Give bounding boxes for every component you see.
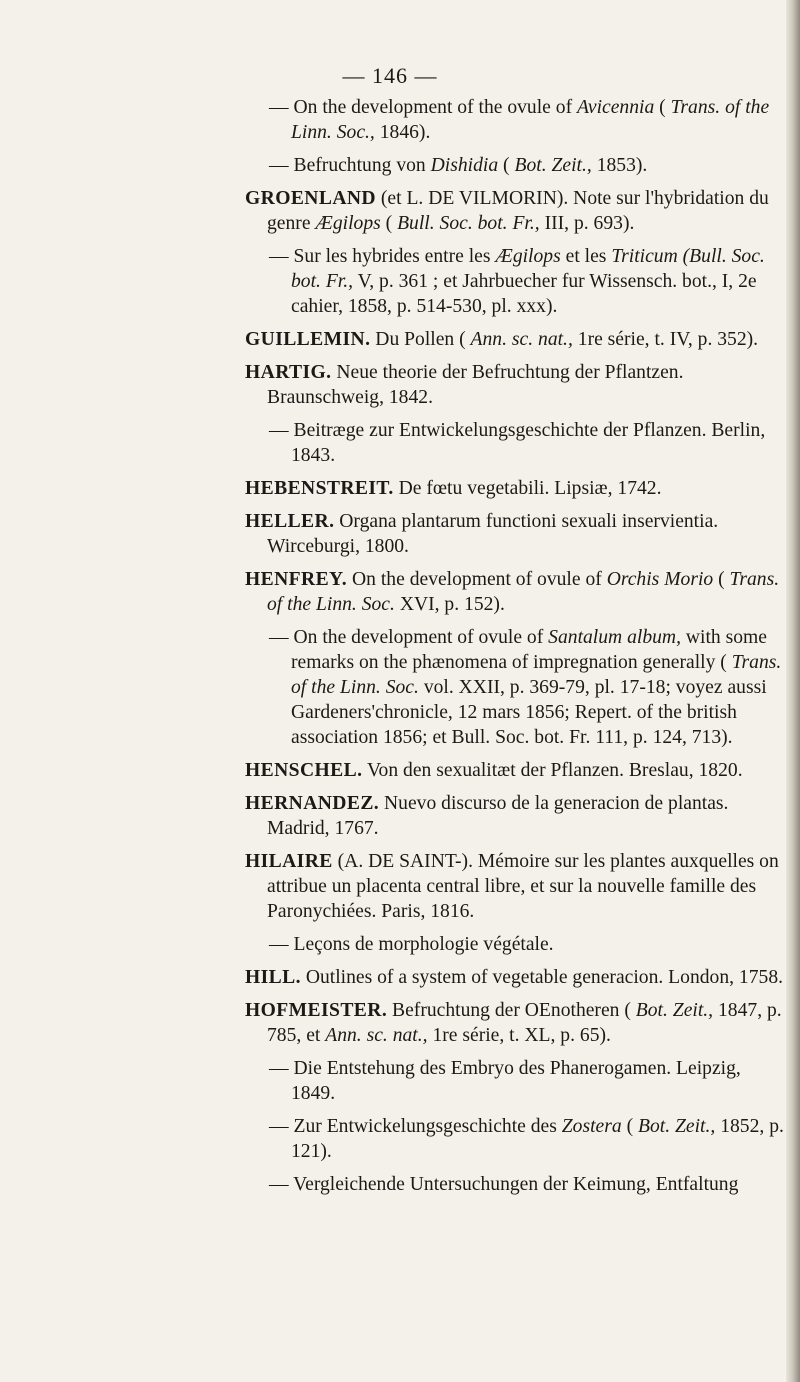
page-number: — 146 — bbox=[342, 63, 438, 88]
bib-entry bbox=[245, 153, 785, 178]
bib-entry bbox=[245, 476, 785, 501]
entry-title: Outlines of a system of vegetable generacion. London, 1758. bbox=[305, 967, 784, 988]
entry-title: Organa plantarum functioni sexuali inservientia. Wirceburgi, 1800. bbox=[267, 511, 719, 557]
entry-title: Die Entstehung des Embryo des Phanerogamen. Leipzig, 1849. bbox=[291, 1058, 741, 1104]
entry-dash: — bbox=[269, 246, 289, 267]
entry-tail: 1853). bbox=[596, 155, 648, 176]
bib-entry bbox=[245, 1172, 785, 1197]
entry-rest: 1847, p. 785, et bbox=[267, 1000, 782, 1046]
bib-entry bbox=[245, 509, 785, 559]
entry-title: Nuevo discurso de la generacion de plantas. Madrid, 1767. bbox=[267, 793, 729, 839]
entry-dash: — bbox=[269, 155, 289, 176]
entry-rest: ( bbox=[718, 569, 725, 590]
entry-author: HELLER. bbox=[245, 511, 335, 532]
bib-entry bbox=[245, 849, 785, 924]
entry-title: Du Pollen ( bbox=[375, 329, 466, 350]
entry-author: GROENLAND bbox=[245, 188, 376, 209]
entry-rest: et les bbox=[565, 246, 607, 267]
entry-rest: ( bbox=[659, 97, 666, 118]
entry-italic: Ægilops bbox=[315, 213, 381, 234]
entry-rest: 1re série, t. IV, p. 352). bbox=[577, 329, 759, 350]
bib-entry bbox=[245, 932, 785, 957]
entry-author: HOFMEISTER. bbox=[245, 1000, 388, 1021]
entry-dash: — bbox=[269, 1174, 289, 1195]
entry-italic: Bot. Zeit., bbox=[635, 1000, 714, 1021]
entry-author: HENSCHEL. bbox=[245, 760, 363, 781]
entry-title: Vergleichende Untersuchungen der Keimung, Entfaltung bbox=[293, 1174, 739, 1195]
entry-author: HERNANDEZ. bbox=[245, 793, 380, 814]
bib-entry bbox=[245, 965, 785, 990]
entry-tail: 1re série, t. XL, p. 65). bbox=[432, 1025, 611, 1046]
bib-entry bbox=[245, 1114, 785, 1164]
book-spine-shadow bbox=[786, 0, 800, 1382]
entry-title: Neue theorie der Befruchtung der Pflantzen. Braunschweig, 1842. bbox=[267, 362, 684, 408]
bib-entry bbox=[245, 1056, 785, 1106]
bib-entry bbox=[245, 998, 785, 1048]
entry-title: (A. DE SAINT-). Mémoire sur les plantes auxquelles on attribue un placenta central libre, et sur la nouvelle famille des Paronychiées. Paris, 1816. bbox=[267, 851, 779, 922]
entry-source: Bot. Zeit., bbox=[514, 155, 592, 176]
entry-title: Leçons de morphologie végétale. bbox=[293, 934, 554, 955]
bib-entry bbox=[245, 186, 785, 236]
entry-rest: ( bbox=[385, 213, 393, 234]
entry-title: On the development of the ovule of bbox=[293, 97, 573, 118]
entry-tail: V, p. 361 ; et Jahrbuecher fur Wissensch. bot., I, 2e cahier, 1858, p. 514-530, pl. xxx). bbox=[291, 271, 757, 317]
entry-source: Bot. Zeit., bbox=[638, 1116, 716, 1137]
entry-dash: — bbox=[269, 934, 289, 955]
entry-italic: Dishidia bbox=[430, 155, 499, 176]
entry-italic: Ægilops bbox=[495, 246, 561, 267]
bib-entry bbox=[245, 758, 785, 783]
entry-dash: — bbox=[269, 1116, 289, 1137]
bib-entry bbox=[245, 244, 785, 319]
entry-title: De fœtu vegetabili. Lipsiæ, 1742. bbox=[398, 478, 662, 499]
entry-italic: Santalum album, bbox=[548, 627, 681, 648]
bib-entry bbox=[245, 327, 785, 352]
bib-entry bbox=[245, 791, 785, 841]
entry-title: Zur Entwickelungsgeschichte des bbox=[293, 1116, 557, 1137]
bibliography-list bbox=[245, 95, 785, 1205]
bib-entry bbox=[245, 360, 785, 410]
entry-title: Befruchtung von bbox=[293, 155, 426, 176]
entry-dash: — bbox=[269, 627, 289, 648]
entry-dash: — bbox=[269, 1058, 289, 1079]
entry-author: HEBENSTREIT. bbox=[245, 478, 394, 499]
entry-italic: Orchis Morio bbox=[606, 569, 714, 590]
entry-author: HARTIG. bbox=[245, 362, 332, 383]
entry-source: Bull. Soc. bot. Fr., bbox=[397, 213, 540, 234]
entry-author: GUILLEMIN. bbox=[245, 329, 371, 350]
entry-source: Trans. of the Linn. Soc. bbox=[267, 569, 780, 615]
entry-source: Trans. of the Linn. Soc. bbox=[291, 652, 782, 698]
bib-entry bbox=[245, 625, 785, 750]
entry-tail: III, p. 693). bbox=[544, 213, 635, 234]
bib-entry bbox=[245, 95, 785, 145]
entry-rest: with some remarks on the phænomena of impregnation generally ( bbox=[291, 627, 767, 673]
entry-dash: — bbox=[269, 97, 289, 118]
entry-italic: Ann. sc. nat., bbox=[470, 329, 573, 350]
entry-source: Trans. of the Linn. Soc., bbox=[291, 97, 770, 143]
entry-italic: Zostera bbox=[561, 1116, 622, 1137]
entry-source: Triticum (Bull. Soc. bot. Fr., bbox=[291, 246, 765, 292]
entry-author: HILL. bbox=[245, 967, 301, 988]
entry-title: On the development of ovule of bbox=[293, 627, 544, 648]
entry-rest: ( bbox=[503, 155, 510, 176]
entry-title: Von den sexualitæt der Pflanzen. Breslau, 1820. bbox=[366, 760, 743, 781]
entry-tail: 1852, p. 121). bbox=[291, 1116, 784, 1162]
entry-tail: 1846). bbox=[379, 122, 431, 143]
entry-title: (et L. DE VILMORIN). Note sur l'hybridation du genre bbox=[267, 188, 769, 234]
entry-author: HENFREY. bbox=[245, 569, 348, 590]
entry-author: HILAIRE bbox=[245, 851, 333, 872]
entry-source: Ann. sc. nat., bbox=[325, 1025, 428, 1046]
entry-title: Beitræge zur Entwickelungsgeschichte der Pflanzen. Berlin, 1843. bbox=[291, 420, 766, 466]
bib-entry bbox=[245, 418, 785, 468]
entry-title: Befruchtung der OEnotheren ( bbox=[392, 1000, 631, 1021]
entry-dash: — bbox=[269, 420, 289, 441]
entry-italic: Avicennia bbox=[577, 97, 655, 118]
entry-tail: vol. XXII, p. 369-79, pl. 17-18; voyez aussi Gardeners'chronicle, 12 mars 1856; Repert. of the british association 1856; et Bull. Soc. bot. Fr. 111, p. 124, 713). bbox=[291, 677, 767, 748]
bib-entry bbox=[245, 567, 785, 617]
entry-rest: ( bbox=[626, 1116, 634, 1137]
entry-title: Sur les hybrides entre les bbox=[293, 246, 491, 267]
entry-tail: XVI, p. 152). bbox=[399, 594, 505, 615]
entry-title: On the development of ovule of bbox=[352, 569, 602, 590]
